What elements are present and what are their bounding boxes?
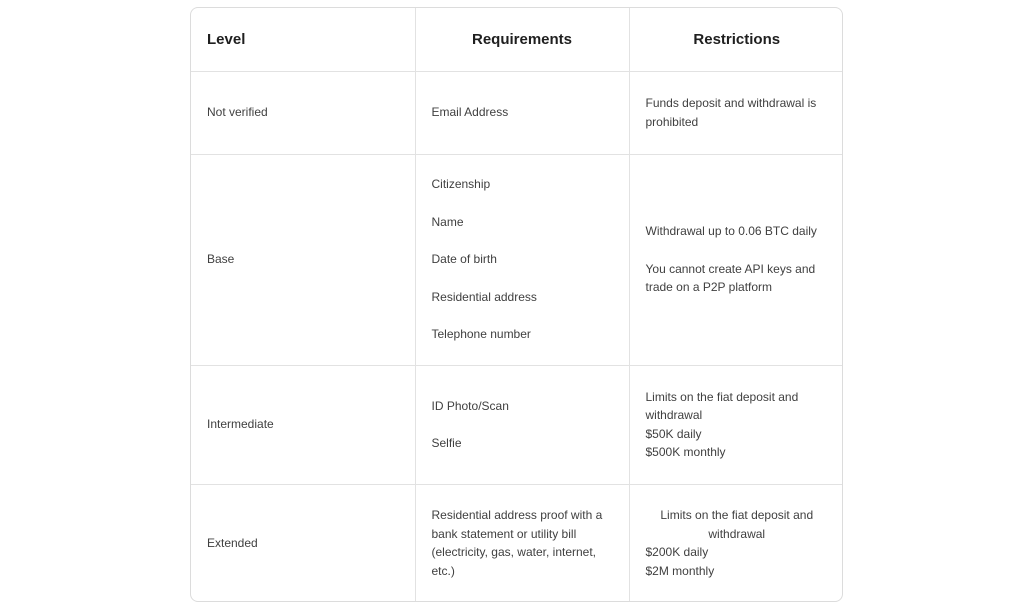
requirement-item: Telephone number: [431, 327, 531, 342]
requirements-cell: [415, 484, 629, 602]
requirements-cell: [415, 154, 629, 365]
requirement-item: Residential address proof with a bank statement or utility bill (electricity, gas, water, internet, etc.): [431, 508, 603, 578]
requirement-item: Name: [431, 214, 464, 229]
table-row: [191, 484, 843, 602]
table-row: [191, 154, 843, 365]
restriction-line: $50K daily: [645, 426, 702, 441]
requirement-item: Citizenship: [431, 177, 491, 192]
requirements-cell: [415, 365, 629, 484]
level-cell: Not verified: [191, 71, 415, 154]
table-header-row: [191, 8, 843, 71]
levels-table: [191, 8, 843, 602]
restrictions-cell: [629, 154, 843, 365]
requirement-item: Email Address: [431, 105, 509, 120]
restriction-text: Limits on the fiat deposit and withdrawal: [660, 508, 814, 541]
requirement-item: Selfie: [431, 436, 462, 450]
verification-levels-table: [190, 7, 843, 602]
requirements-cell: [415, 71, 629, 154]
restriction-text: Limits on the fiat deposit and withdrawal: [645, 389, 799, 422]
restriction-line: $200K daily: [645, 545, 709, 560]
restriction-line: $500K monthly: [645, 445, 726, 459]
level-cell: Intermediate: [191, 365, 415, 484]
requirement-item: Residential address: [431, 289, 537, 304]
table-row: [191, 365, 843, 484]
requirement-item: ID Photo/Scan: [431, 398, 509, 413]
restriction-text: Withdrawal up to 0.06 BTC daily: [645, 224, 817, 239]
restrictions-cell: [629, 365, 843, 484]
restrictions-cell: [629, 484, 843, 602]
level-cell: Base: [191, 154, 415, 365]
restriction-text: Funds deposit and withdrawal is prohibited: [645, 96, 817, 129]
header-level: Level: [191, 8, 415, 71]
restriction-line: $2M monthly: [645, 563, 715, 578]
requirement-item: Date of birth: [431, 252, 497, 267]
table-row: [191, 71, 843, 154]
restrictions-cell: [629, 71, 843, 154]
restriction-text: You cannot create API keys and trade on a P2P platform: [645, 261, 816, 295]
header-requirements: Requirements: [415, 8, 629, 71]
header-restrictions: Restrictions: [629, 8, 843, 71]
level-cell: Extended: [191, 484, 415, 602]
